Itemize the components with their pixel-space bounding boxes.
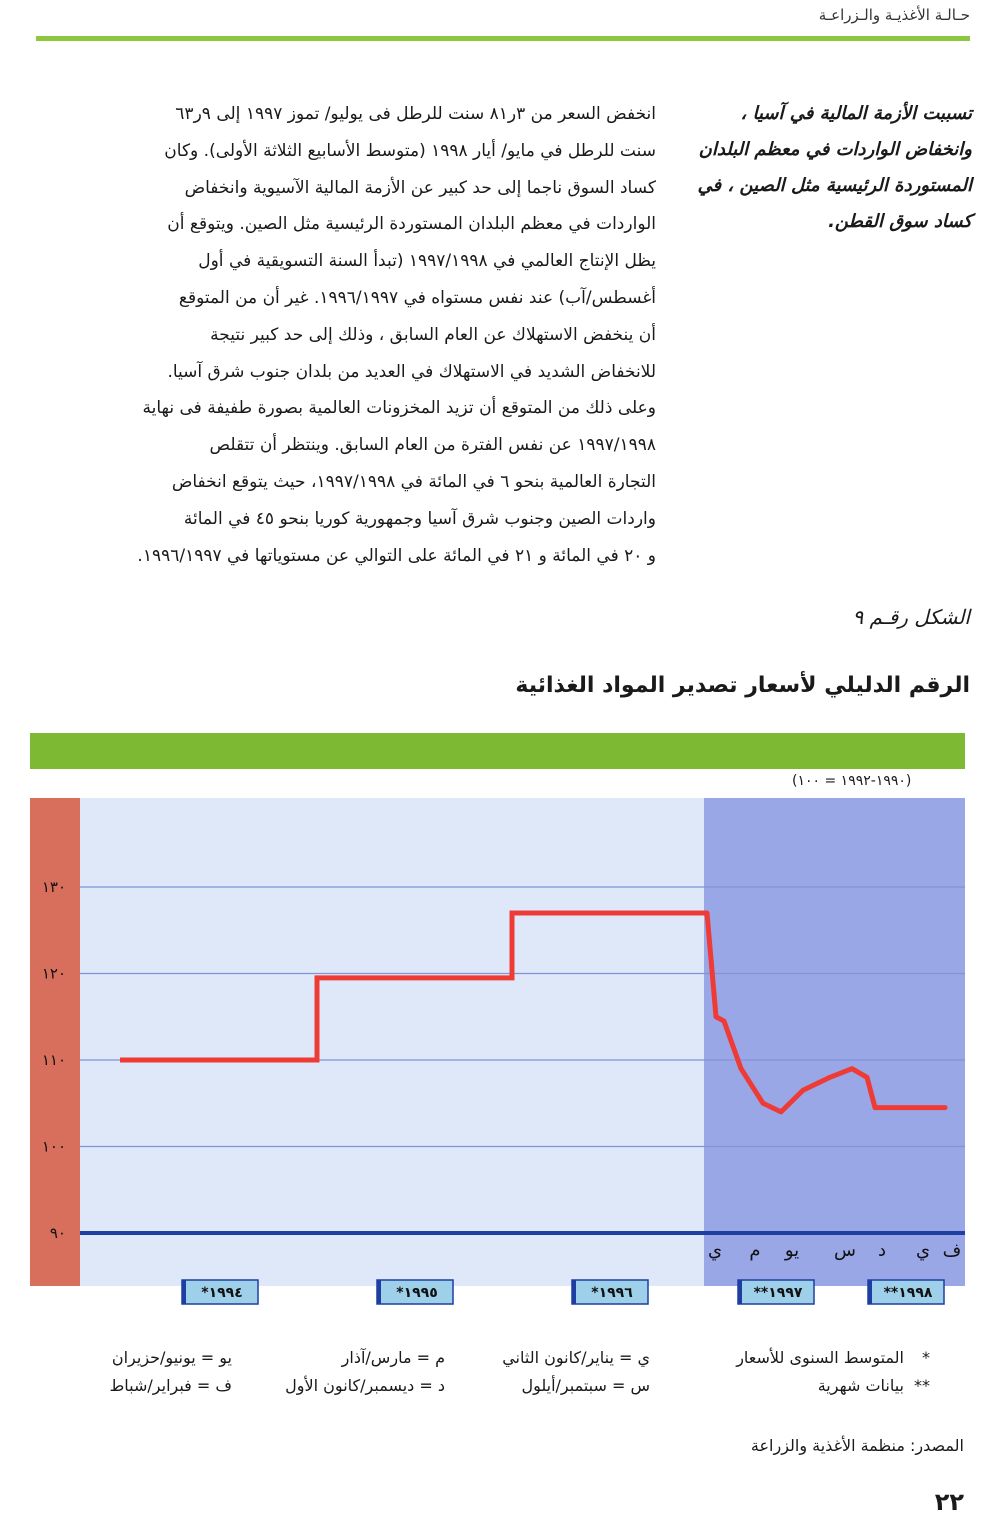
base-period-note: (١٩٩٠-١٩٩٢ = ١٠٠) bbox=[792, 773, 912, 789]
body-line: واردات الصين وجنوب شرق آسيا وجمهورية كوريا بنحو ٤٥ في المائة bbox=[183, 508, 656, 529]
sidebar-note: تسببت الأزمة المالية في آسيا ، وانخفاض الواردات في معظم البلدان المستوردة الرئيسية مثل الصين ، في كساد سوق القطن. bbox=[697, 103, 972, 232]
year-label: **١٩٩٨ bbox=[883, 1285, 933, 1301]
page-number: ٢٢ bbox=[934, 1488, 964, 1516]
year-box bbox=[738, 1280, 814, 1304]
y-tick-label: ٩٠ bbox=[49, 1224, 66, 1242]
year-box bbox=[868, 1280, 944, 1304]
year-label: *١٩٩٥ bbox=[396, 1285, 438, 1301]
legend-annual bbox=[736, 1348, 930, 1367]
running-header: حـالـة الأغذيـة والـزراعـة bbox=[818, 6, 970, 24]
left-strip bbox=[30, 798, 80, 1286]
year-label: *١٩٩٦ bbox=[591, 1285, 633, 1301]
body-line: انخفض السعر من ٣ر٨١ سنت للرطل فى يوليو/ تموز ١٩٩٧ إلى ٩ر٦٣ bbox=[175, 104, 656, 124]
month-label: ف bbox=[942, 1240, 962, 1261]
body-line: وعلى ذلك من المتوقع أن تزيد المخزونات العالمية بصورة طفيفة فى نهاية bbox=[142, 398, 656, 419]
body-line: يظل الإنتاج العالمي في ١٩٩٧/١٩٩٨ (تبدأ السنة التسويقية في أول bbox=[198, 251, 656, 272]
figure-number: الشكل رقـم ٩ bbox=[852, 605, 970, 629]
body-line: و ٢٠ في المائة و ٢١ في المائة على التوالي عن مستوياتها في ١٩٩٦/١٩٩٧. bbox=[137, 545, 656, 566]
month-label: يو bbox=[784, 1240, 800, 1261]
year-box bbox=[182, 1280, 258, 1304]
body-line: أغسطس/آب) عند نفس مستواه في ١٩٩٦/١٩٩٧. غير أن من المتوقع bbox=[178, 287, 656, 308]
month-key-june: يو = يونيو/حزيران bbox=[111, 1348, 232, 1367]
annual-panel bbox=[80, 798, 704, 1286]
body-line: للانخفاض الشديد في الاستهلاك في العديد من بلدان جنوب شرق آسيا. bbox=[167, 361, 656, 382]
figure-title: الرقم الدليلي لأسعار تصدير المواد الغذائية bbox=[515, 673, 970, 698]
food-price-index-chart bbox=[30, 798, 965, 1308]
body-line: كساد السوق ناجما إلى حد كبير عن الأزمة المالية الآسيوية وانخفاض bbox=[184, 177, 656, 198]
year-box bbox=[572, 1280, 648, 1304]
month-label: ي bbox=[707, 1240, 723, 1261]
y-tick-label: ١١٠ bbox=[41, 1051, 66, 1069]
body-line: الواردات في معظم البلدان المستوردة الرئيسية مثل الصين. ويتوقع أن bbox=[167, 214, 656, 235]
figure-title-bar bbox=[30, 733, 965, 769]
year-label: *١٩٩٤ bbox=[201, 1285, 243, 1301]
month-key-march: م = مارس/آذار bbox=[341, 1348, 445, 1367]
y-tick-label: ١٢٠ bbox=[41, 964, 66, 983]
legend-mark: * bbox=[922, 1348, 930, 1367]
month-key-february: ف = فبراير/شباط bbox=[109, 1376, 232, 1395]
legend-mark: ** bbox=[914, 1376, 930, 1395]
body-line: التجارة العالمية بنحو ٦ في المائة في ١٩٩٧/١٩٩٨، حيث يتوقع انخفاض bbox=[171, 471, 656, 492]
body-text bbox=[36, 96, 656, 574]
month-key-december: د = ديسمبر/كانون الأول bbox=[285, 1376, 445, 1395]
body-line: سنت للرطل في مايو/ أيار ١٩٩٨ (متوسط الأسابيع الثلاثة الأولى). وكان bbox=[164, 140, 656, 161]
month-label: ي bbox=[915, 1240, 931, 1261]
month-label: د bbox=[877, 1240, 887, 1261]
legend-monthly bbox=[818, 1376, 930, 1395]
year-label: **١٩٩٧ bbox=[753, 1285, 803, 1301]
legend-text: بيانات شهرية bbox=[817, 1376, 904, 1395]
month-label: س bbox=[834, 1240, 856, 1261]
body-line: أن ينخفض الاستهلاك عن العام السابق ، وذلك إلى حد كبير نتيجة bbox=[210, 324, 656, 345]
source-note: المصدر: منظمة الأغذية والزراعة bbox=[750, 1436, 964, 1455]
legend-text: المتوسط السنوى للأسعار bbox=[736, 1348, 904, 1367]
monthly-panel bbox=[704, 798, 965, 1286]
body-line: ١٩٩٧/١٩٩٨ عن نفس الفترة من العام السابق. وينتظر أن تتقلص bbox=[209, 435, 656, 456]
year-box bbox=[377, 1280, 453, 1304]
header-rule bbox=[36, 36, 970, 41]
y-tick-label: ١٠٠ bbox=[41, 1137, 66, 1156]
month-key-september: س = سبتمبر/أيلول bbox=[521, 1376, 650, 1395]
month-key-january: ي = يناير/كانون الثاني bbox=[502, 1348, 650, 1367]
month-label: م bbox=[749, 1240, 761, 1261]
y-tick-label: ١٣٠ bbox=[41, 878, 66, 896]
